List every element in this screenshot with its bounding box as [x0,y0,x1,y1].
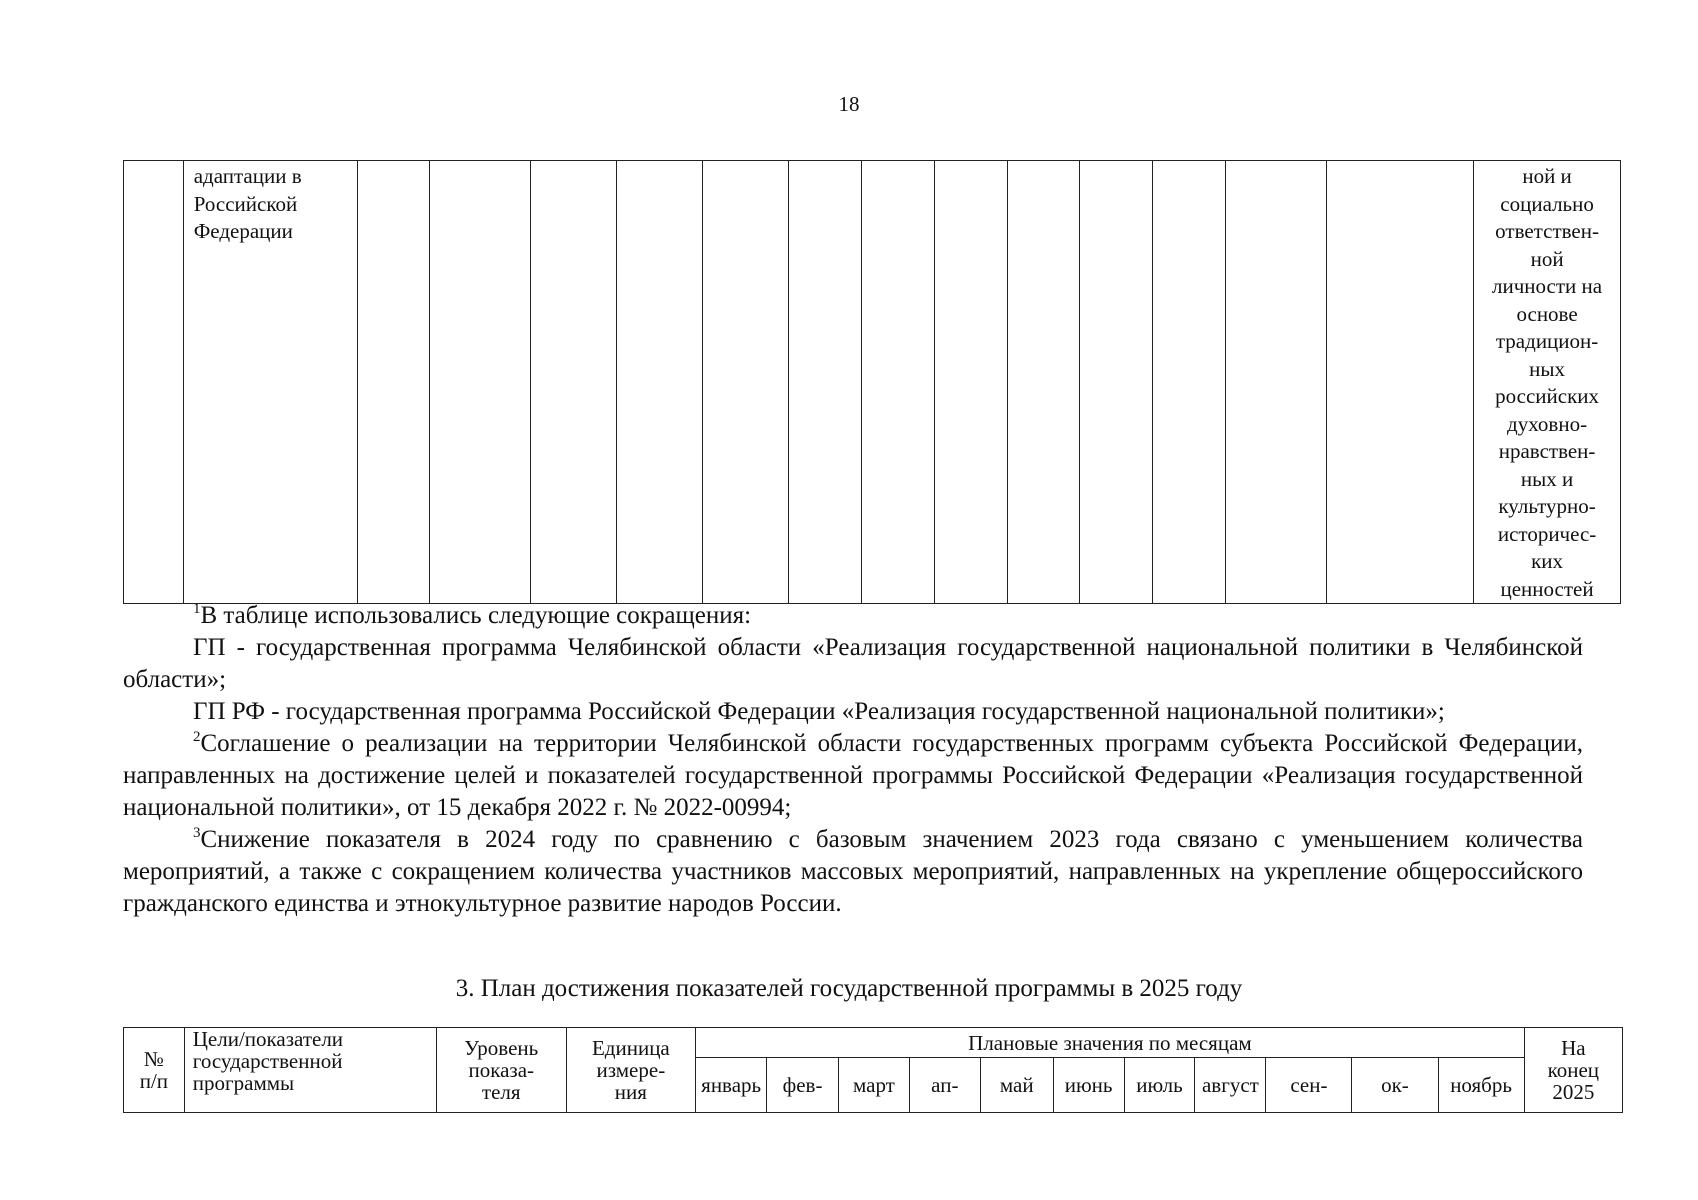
table-cell [616,161,702,604]
cell-line: Российской [193,191,298,216]
footnote-text: ГП РФ - государственная программа Российской Федерации «Реализация государственной национальной политики»; [193,698,1445,725]
table-cell [357,161,429,604]
header-month: июль [1124,1058,1195,1113]
header-level [436,1028,566,1113]
cell-line: ответствен- [1495,219,1599,243]
header-line: измере- [596,1058,666,1082]
header-line: показа- [468,1058,535,1082]
cell-line: духовно- [1507,411,1588,436]
footnote-3 [123,824,1583,920]
abbreviation-gp-rf [123,696,1583,728]
header-line: п/п [139,1069,169,1093]
section-title: 3. План достижения показателей государственной программы в 2025 году [455,975,1243,1002]
footnote-text: Соглашение о реализации на территории Челябинской области государственных программ субъекта Российской Федерации, направленных на достижение целей и показателей государственной программы Российской Федерации «Реализация государственной национальной политики», от 15 декабря 2022 г. № 2022-00994; [123,730,1583,821]
cell-line: адаптации в [193,164,302,188]
header-month: июнь [1053,1058,1124,1113]
header-line: конец [1547,1058,1600,1082]
footnote-2 [123,728,1583,824]
header-month: май [980,1058,1053,1113]
cell-line: личности на [1492,274,1603,298]
header-month: фев- [767,1058,839,1113]
header-line: 2025 [1552,1080,1595,1104]
header-months-group: Плановые значения по месяцам [696,1028,1524,1058]
table-cell [1226,161,1327,604]
header-month: сен- [1266,1058,1352,1113]
table-cell [861,161,934,604]
footnote-mark: 3 [193,825,201,841]
cell-line: ных и [1520,466,1574,491]
cell-line: традицион- [1495,329,1599,353]
plan-table-header [123,1027,1623,1113]
header-line: Цели/показатели [192,1027,344,1051]
header-month: ок- [1352,1058,1438,1113]
table-cell [1080,161,1153,604]
header-line: № [143,1047,164,1071]
goal-cell [183,161,357,604]
abbreviation-gp [123,632,1583,696]
cell-line: социально [1500,191,1594,216]
header-unit [566,1028,696,1113]
table-cell [1327,161,1474,604]
cell-line: историчес- [1497,521,1597,546]
footnote-mark: 2 [193,729,201,745]
header-month: март [838,1058,909,1113]
header-month: август [1195,1058,1266,1113]
header-line: теля [481,1080,521,1104]
footnote-text: Снижение показателя в 2024 году по сравнению с базовым значением 2023 года связано с уменьшением количества мероприятий, а также с сокращением количества участников массовых мероприятий, направленных на укрепление общероссийского гражданского единства и этнокультурное развитие народов России. [123,826,1583,917]
indicators-table-continuation [123,160,1621,604]
header-goal [184,1028,436,1113]
table-cell [1007,161,1080,604]
header-end-of-year [1524,1028,1622,1113]
cell-line: ких [1531,549,1564,573]
cell-line: культурно- [1498,494,1596,518]
table-row [124,161,1621,604]
table-cell [702,161,788,604]
header-line: государственной [192,1049,343,1073]
cell-line: российских [1495,384,1600,408]
header-line: Единица [591,1036,670,1060]
cell-line: ной [1530,246,1564,271]
header-line: Уровень [464,1036,539,1060]
cell-line: Федерации [193,219,293,243]
cell-line: основе [1516,301,1578,326]
table-cell [788,161,861,604]
footnotes [123,600,1583,920]
header-month: ноябрь [1438,1058,1524,1113]
header-number [124,1028,185,1113]
header-month: январь [696,1058,767,1113]
table-cell [1153,161,1226,604]
link-cell [1474,161,1621,604]
footnote-text: В таблице использовались следующие сокращения: [200,602,752,629]
table-row [124,1028,1623,1058]
cell-line: нравствен- [1498,439,1596,463]
header-line: программы [192,1071,295,1095]
footnote-mark: 1 [193,601,201,617]
table-cell [429,161,530,604]
header-month: ап- [909,1058,980,1113]
cell-line: ценностей [1500,576,1594,601]
header-line: На [1561,1036,1586,1060]
cell-line: ных [1529,356,1565,381]
footnote-text: ГП - государственная программа Челябинской области «Реализация государственной национальной политики в Челябинской области»; [123,634,1583,693]
cell-line: ной и [1522,164,1572,188]
footnote-1 [123,600,1583,632]
table-cell [124,161,184,604]
table-cell [530,161,616,604]
table-cell [934,161,1007,604]
header-line: ния [614,1080,647,1104]
page-number: 18 [838,92,860,116]
